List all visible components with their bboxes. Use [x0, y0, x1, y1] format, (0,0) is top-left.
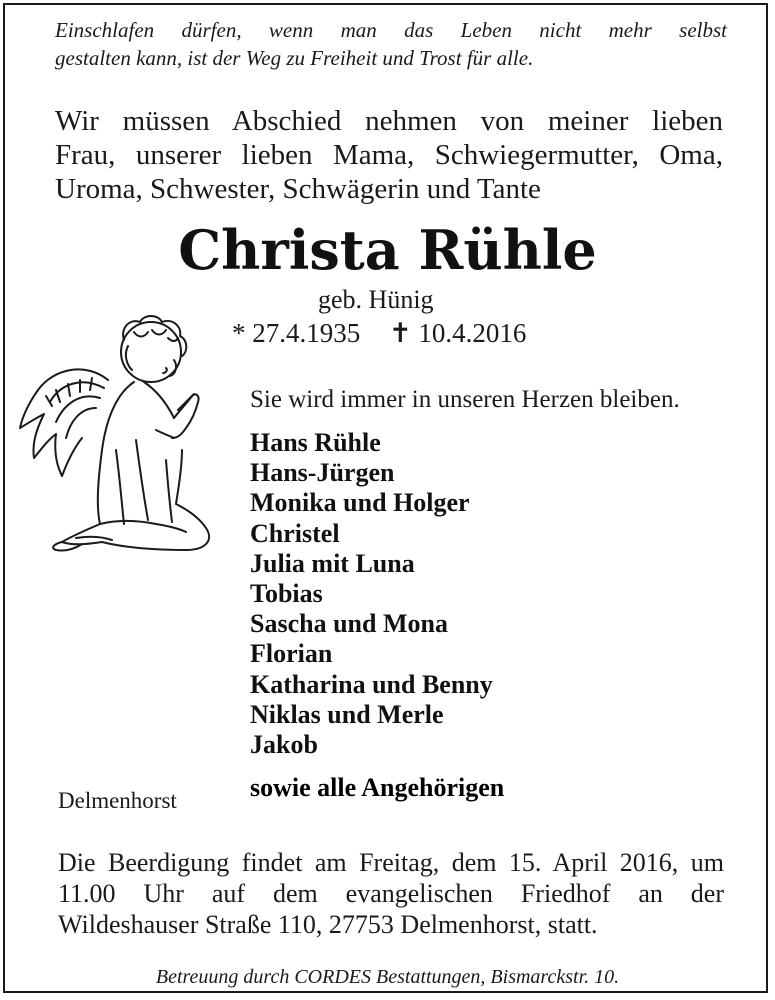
place-name: Delmenhorst: [58, 788, 177, 813]
maiden-name: geb. Hünig: [318, 285, 434, 314]
praying-angel-icon: [16, 310, 216, 560]
family-member: Monika und Holger: [250, 488, 470, 518]
intro-line-2: Frau, unserer lieben Mama, Schwiegermutter, Oma,: [55, 139, 723, 171]
family-member: Hans-Jürgen: [250, 458, 395, 488]
family-member: Tobias: [250, 579, 323, 609]
family-list: [250, 428, 493, 760]
intro-text: [55, 104, 723, 206]
funeral-line-3: Wildeshauser Straße 110, 27753 Delmenhorst, statt.: [58, 910, 598, 939]
quote-line-2: gestalten kann, ist der Weg zu Freiheit und Trost für alle.: [55, 46, 534, 70]
funeral-line-2: 11.00 Uhr auf dem evangelischen Friedhof an der: [58, 879, 724, 908]
family-member: Jakob: [250, 730, 318, 760]
death-date: 10.4.2016: [418, 318, 527, 348]
family-member: Katharina und Benny: [250, 669, 493, 699]
family-member: Sascha und Mona: [250, 609, 448, 639]
life-dates: [232, 318, 526, 349]
birth-date: * 27.4.1935: [232, 318, 361, 348]
relatives-line: sowie alle Angehörigen: [250, 773, 505, 802]
closing-sentence: Sie wird immer in unseren Herzen bleiben.: [250, 386, 680, 413]
family-member: Julia mit Luna: [250, 548, 415, 578]
funeral-line-1: Die Beerdigung findet am Freitag, dem 15. April 2016, um: [58, 848, 724, 877]
deceased-name: Christa Rühle: [178, 218, 597, 282]
funeral-home-credit: Betreuung durch CORDES Bestattungen, Bismarckstr. 10.: [155, 966, 620, 988]
opening-quote: [55, 16, 727, 72]
intro-line-3: Uroma, Schwester, Schwägerin und Tante: [55, 173, 541, 205]
family-member: Hans Rühle: [250, 428, 381, 457]
funeral-details: [58, 847, 724, 940]
family-member: Florian: [250, 639, 333, 669]
quote-line-1: Einschlafen dürfen, wenn man das Leben nicht mehr selbst: [55, 18, 727, 42]
intro-line-1: Wir müssen Abschied nehmen von meiner lieben: [55, 105, 723, 137]
family-member: Christel: [250, 518, 340, 548]
cross-icon: ✝: [389, 318, 412, 348]
family-member: Niklas und Merle: [250, 699, 444, 729]
